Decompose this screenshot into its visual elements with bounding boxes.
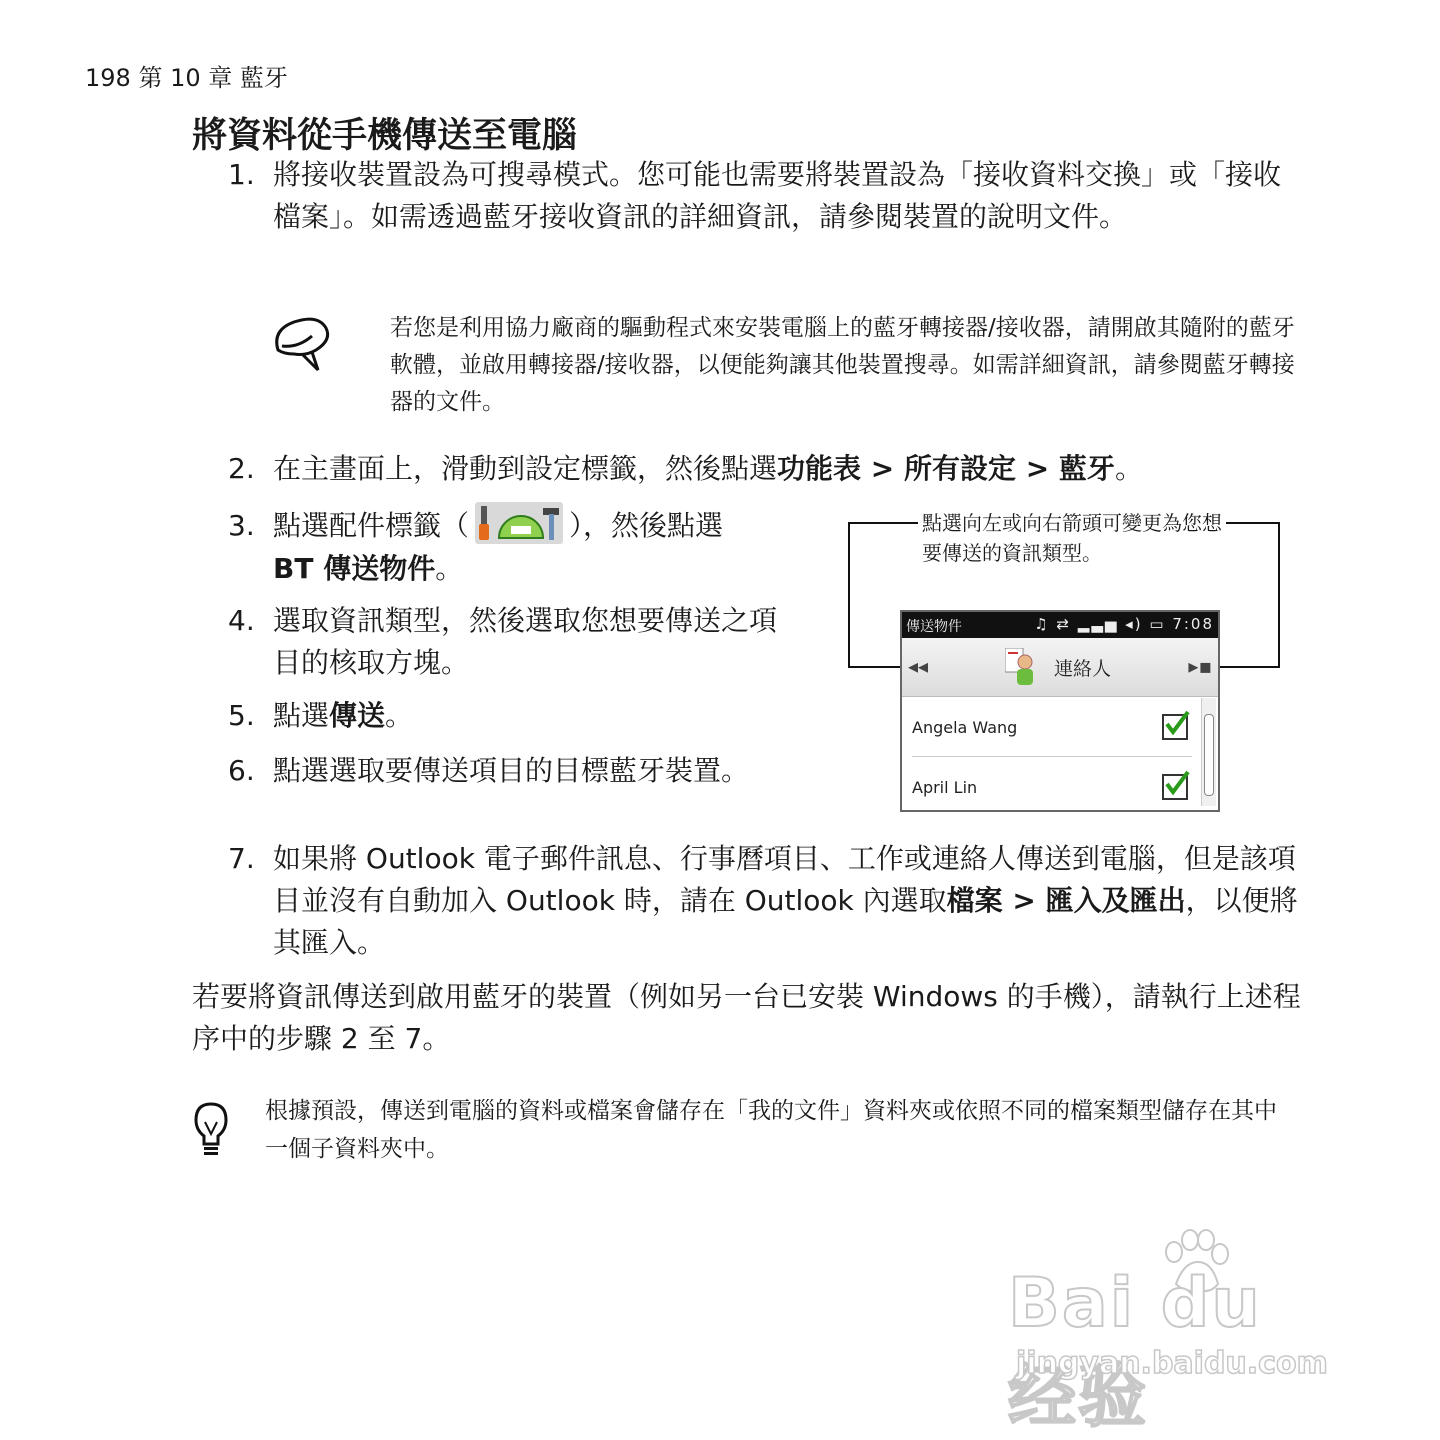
right-arrow-icon[interactable]: ▸▪ (1188, 654, 1212, 678)
body-paragraph: 若要將資訊傳送到啟用藍牙的裝置（例如另一台已安裝 Windows 的手機），請執行上述程序中的步驟 2 至 7。 (192, 980, 1301, 1055)
step-text: 點選選取要傳送項目的目標藍牙裝置。 (273, 754, 750, 787)
contact-row[interactable] (912, 698, 1192, 758)
send-command: 傳送 (329, 699, 386, 732)
step-number: 1. (228, 158, 255, 191)
sync-icon: ⇄ (1056, 615, 1071, 633)
callout-line-left-arm (848, 666, 906, 668)
step-number: 4. (228, 604, 255, 637)
step-text-end: ，以便將其匯入。 (273, 884, 1298, 959)
step-text: 將接收裝置設為可搜尋模式。您可能也需要將裝置設為「接收資料交換」或「接收檔案」。如需透過藍牙接收資訊的詳細資訊，請參閱裝置的說明文件。 (273, 158, 1282, 233)
step-body (273, 448, 1308, 490)
signal-icon: ▂▃▅ (1077, 615, 1119, 633)
watermark-url: jingyan.baidu.com (1016, 1346, 1328, 1381)
step-number: 7. (228, 842, 255, 875)
note-text: 若您是利用協力廠商的驅動程式來安裝電腦上的藍牙轉接器/接收器，請開啟其隨附的藍牙軟體，並啟用轉接器/接收器，以便能夠讓其他裝置搜尋。如需詳細資訊，請參閱藍牙轉接器的文件。 (390, 315, 1295, 415)
contact-checkbox[interactable] (1162, 714, 1188, 740)
section-title: 將資料從手機傳送至電腦 (192, 116, 578, 156)
menu-path: 功能表 > 所有設定 > 藍牙 (777, 452, 1115, 485)
contacts-icon (1005, 648, 1035, 686)
baidu-watermark (1008, 1228, 1348, 1437)
step-text-end: 。 (1114, 452, 1143, 485)
step-text: 如果將 Outlook 電子郵件訊息、行事曆項目、工作或連絡人傳送到電腦，但是該項目並沒有自動加入 Outlook 時，請在 Outlook 內選取 (273, 842, 1296, 917)
contact-checkbox[interactable] (1162, 774, 1188, 800)
menu-path: 檔案 > 匯入及匯出 (946, 884, 1186, 917)
phone-screenshot (900, 610, 1220, 812)
running-head: 198 第 10 章 藍牙 (85, 64, 288, 92)
screen-title: 傳送物件 (906, 619, 962, 635)
menu-item-bt-send: BT 傳送物件 (273, 552, 436, 585)
contact-name: April Lin (912, 778, 978, 797)
step-number: 5. (228, 699, 255, 732)
scrollbar[interactable] (1201, 698, 1216, 806)
step-body (273, 695, 793, 737)
step-text-end: 。 (385, 699, 414, 732)
callout-line-left (848, 522, 850, 668)
contact-name: Angela Wang (912, 718, 1018, 737)
callout-line-right (1278, 522, 1280, 668)
step-text: 在主畫面上，滑動到設定標籤，然後點選 (273, 452, 778, 485)
tab-bar (902, 638, 1218, 697)
step-number: 3. (228, 509, 255, 542)
row-divider (912, 756, 1192, 757)
watermark-brand: Bai du 经验 (1008, 1264, 1262, 1437)
step-body (273, 505, 793, 590)
step-text: 選取資訊類型，然後選取您想要傳送之項目的核取方塊。 (273, 604, 778, 679)
clock-time: 7:08 (1172, 615, 1214, 633)
battery-icon: ▭ (1149, 615, 1166, 633)
left-arrow-icon[interactable]: ◂◂ (908, 654, 929, 678)
scrollbar-thumb[interactable] (1204, 714, 1214, 796)
status-bar (902, 612, 1218, 638)
step-text-end: 。 (435, 552, 464, 585)
tab-contacts-label: 連絡人 (1054, 658, 1112, 680)
step-text: 點選配件標籤（ (273, 509, 470, 542)
accessories-tab-icon (475, 502, 563, 544)
headset-icon: ♫ (1034, 615, 1050, 633)
step-text-mid: ），然後點選 (569, 509, 724, 542)
contact-row[interactable] (912, 758, 1192, 812)
step-body (273, 838, 1308, 964)
step-number: 6. (228, 754, 255, 787)
lightbulb-icon (192, 1100, 230, 1160)
callout-text: 點選向左或向右箭頭可變更為您想要傳送的資訊類型。 (918, 508, 1226, 568)
note-icon (268, 310, 338, 372)
status-icons (1034, 615, 1214, 633)
tip-text: 根據預設，傳送到電腦的資料或檔案會儲存在「我的文件」資料夾或依照不同的檔案類型儲存在其中一個子資料夾中。 (265, 1098, 1277, 1162)
volume-icon: ◂) (1125, 615, 1143, 633)
step-number: 2. (228, 452, 255, 485)
step-text: 點選 (273, 699, 330, 732)
